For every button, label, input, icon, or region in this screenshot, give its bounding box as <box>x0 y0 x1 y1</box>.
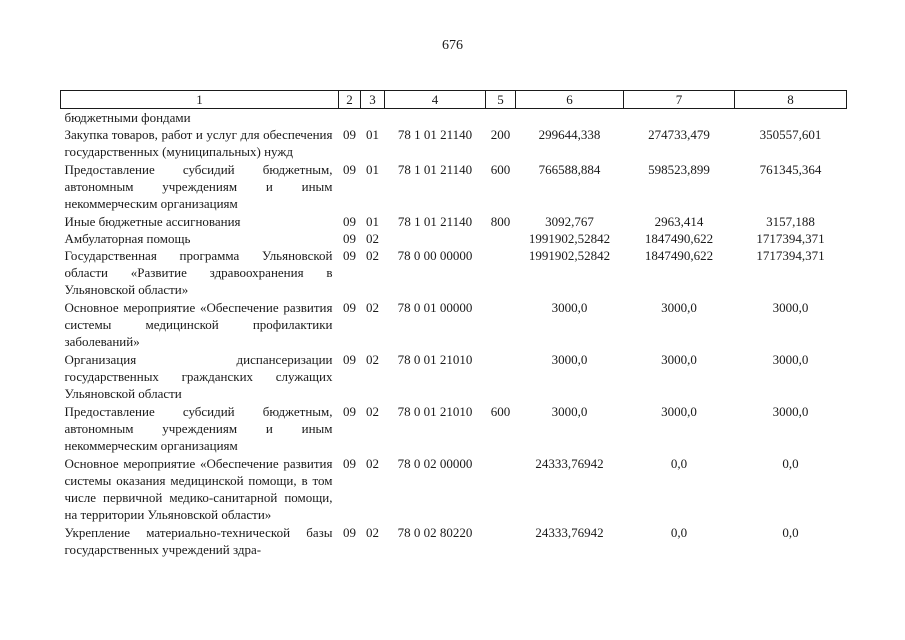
row-value-6: 24333,76942 <box>535 525 604 540</box>
table-row <box>61 213 847 230</box>
row-name: Укрепление материально-технической базы государственных учреждений здра- <box>64 525 333 557</box>
row-name: бюджетными фондами <box>64 110 191 125</box>
table-header <box>61 91 847 109</box>
row-value-8: 761345,364 <box>759 162 822 177</box>
budget-table <box>60 90 847 558</box>
row-section: 09 <box>343 352 356 367</box>
row-value-7: 3000,0 <box>661 404 697 419</box>
row-target-code: 78 0 01 21010 <box>397 352 473 367</box>
row-section: 09 <box>343 162 356 177</box>
row-expense-type <box>486 230 516 247</box>
row-value-7: 2963,414 <box>654 214 704 229</box>
row-subsection: 01 <box>366 162 379 177</box>
row-name: Организация диспансеризации государственных гражданских служащих Ульяновской области <box>64 352 333 401</box>
row-value-8: 0,0 <box>782 456 799 471</box>
row-section: 09 <box>343 456 356 471</box>
row-target-code <box>385 230 486 247</box>
header-col-6: 6 <box>516 91 624 109</box>
row-section: 09 <box>343 248 356 263</box>
row-expense-type: 200 <box>490 127 511 142</box>
row-value-6: 299644,338 <box>538 127 601 142</box>
table-row <box>61 299 847 351</box>
row-value-6: 3092,767 <box>545 214 594 229</box>
header-col-3: 3 <box>361 91 385 109</box>
table-row <box>61 230 847 247</box>
row-target-code: 78 1 01 21140 <box>397 127 473 142</box>
row-subsection <box>361 109 385 127</box>
row-section <box>339 109 361 127</box>
row-target-code: 78 1 01 21140 <box>397 214 473 229</box>
table-row <box>61 524 847 558</box>
row-value-8: 1717394,371 <box>756 231 825 246</box>
table-body <box>61 109 847 559</box>
row-subsection: 02 <box>366 404 379 419</box>
row-expense-type <box>486 524 516 558</box>
row-value-6: 24333,76942 <box>535 456 604 471</box>
row-value-6: 3000,0 <box>551 404 588 419</box>
row-section: 09 <box>343 300 356 315</box>
row-target-code: 78 0 02 00000 <box>397 456 473 471</box>
row-subsection: 02 <box>366 352 379 367</box>
row-subsection: 02 <box>366 231 379 246</box>
row-section: 09 <box>343 404 356 419</box>
row-value-8: 1717394,371 <box>756 248 825 263</box>
table-row <box>61 109 847 127</box>
row-subsection: 01 <box>366 127 379 142</box>
row-value-6: 3000,0 <box>551 300 588 315</box>
row-expense-type <box>486 455 516 524</box>
row-value-8 <box>735 109 847 127</box>
row-section: 09 <box>343 231 356 246</box>
row-value-6: 1991902,52842 <box>528 231 611 246</box>
row-target-code: 78 1 01 21140 <box>397 162 473 177</box>
row-subsection: 02 <box>366 456 379 471</box>
table-row <box>61 351 847 403</box>
row-expense-type: 600 <box>490 404 511 419</box>
row-value-7: 3000,0 <box>661 300 697 315</box>
table-row <box>61 247 847 299</box>
row-value-7: 1847490,622 <box>644 231 714 246</box>
row-expense-type <box>486 109 516 127</box>
row-target-code <box>385 109 486 127</box>
row-value-6: 3000,0 <box>551 352 588 367</box>
row-expense-type <box>486 351 516 403</box>
row-section: 09 <box>343 127 356 142</box>
table-row <box>61 161 847 213</box>
row-expense-type <box>486 299 516 351</box>
row-name: Предоставление субсидий бюджетным, автономным учреждениям и иным некоммерческим организациям <box>64 404 333 453</box>
row-name: Государственная программа Ульяновской области «Развитие здравоохранения в Ульяновской области» <box>64 248 333 297</box>
row-value-7: 3000,0 <box>661 352 697 367</box>
row-name: Основное мероприятие «Обеспечение развития системы медицинской профилактики заболеваний» <box>64 300 333 349</box>
row-subsection: 02 <box>366 525 379 540</box>
row-value-8: 3157,188 <box>766 214 815 229</box>
table-row <box>61 455 847 524</box>
row-value-7: 274733,479 <box>648 127 710 142</box>
row-name: Основное мероприятие «Обеспечение развития системы оказания медицинской помощи, в том числе первичной медико-санитарной помощи, на территории Ульяновской области» <box>64 456 333 522</box>
row-name: Иные бюджетные ассигнования <box>64 214 241 229</box>
row-value-6: 1991902,52842 <box>528 248 611 263</box>
row-expense-type: 800 <box>490 214 511 229</box>
row-value-8: 350557,601 <box>759 127 822 142</box>
header-col-2: 2 <box>339 91 361 109</box>
row-target-code: 78 0 02 80220 <box>397 525 473 540</box>
row-value-7: 1847490,622 <box>644 248 714 263</box>
row-subsection: 02 <box>366 248 379 263</box>
header-col-4: 4 <box>385 91 486 109</box>
row-expense-type <box>486 247 516 299</box>
row-section: 09 <box>343 525 356 540</box>
header-col-1: 1 <box>61 91 339 109</box>
page-number: 676 <box>442 38 463 53</box>
row-value-7: 598523,899 <box>648 162 710 177</box>
header-col-7: 7 <box>624 91 735 109</box>
row-value-6: 766588,884 <box>538 162 601 177</box>
row-target-code: 78 0 01 00000 <box>397 300 473 315</box>
row-value-7: 0,0 <box>670 525 688 540</box>
row-subsection: 01 <box>366 214 379 229</box>
row-value-7 <box>624 109 735 127</box>
row-section: 09 <box>343 214 356 229</box>
row-value-8: 0,0 <box>782 525 799 540</box>
row-value-8: 3000,0 <box>772 352 809 367</box>
table-row <box>61 126 847 161</box>
row-value-7: 0,0 <box>670 456 688 471</box>
row-expense-type: 600 <box>490 162 511 177</box>
row-name: Предоставление субсидий бюджетным, автономным учреждениям и иным некоммерческим организациям <box>64 162 333 211</box>
row-subsection: 02 <box>366 300 379 315</box>
header-col-5: 5 <box>486 91 516 109</box>
row-target-code: 78 0 00 00000 <box>397 248 473 263</box>
row-value-6 <box>516 109 624 127</box>
row-target-code: 78 0 01 21010 <box>397 404 473 419</box>
row-name: Амбулаторная помощь <box>64 231 191 246</box>
row-value-8: 3000,0 <box>772 300 809 315</box>
header-col-8: 8 <box>735 91 847 109</box>
header-row <box>61 91 847 109</box>
table-row <box>61 403 847 455</box>
row-name: Закупка товаров, работ и услуг для обеспечения государственных (муниципальных) нужд <box>64 127 333 159</box>
row-value-8: 3000,0 <box>772 404 809 419</box>
